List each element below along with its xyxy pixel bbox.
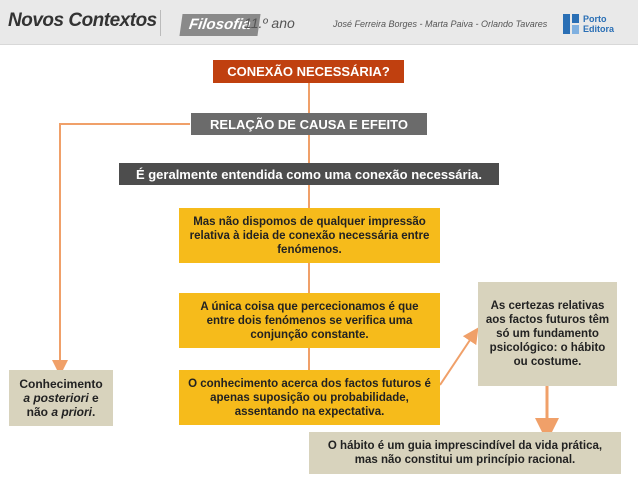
right-diagonal-arrow bbox=[440, 334, 474, 385]
brand-title: Novos Contextos bbox=[8, 10, 157, 31]
right-certainty-box: As certezas relativas aos factos futuros têm só um fundamento psicológico: o hábito ou costume. bbox=[478, 282, 617, 386]
grade-label: 11.º ano bbox=[244, 15, 295, 31]
left-knowledge-box: Conhecimento a posteriori e não a priori. bbox=[9, 370, 113, 426]
bottom-habit-box: O hábito é um guia imprescindível da vida prática, mas não constitui um princípio racional. bbox=[309, 432, 621, 474]
general-statement-box: É geralmente entendida como uma conexão necessária. bbox=[119, 163, 499, 185]
left-branch-arrow bbox=[60, 124, 190, 368]
step2-box: A única coisa que percecionamos é que entre dois fenómenos se verifica uma conjunção constante. bbox=[179, 293, 440, 348]
relation-box: RELAÇÃO DE CAUSA E EFEITO bbox=[191, 113, 427, 135]
step1-box: Mas não dispomos de qualquer impressão relativa à ideia de conexão necessária entre fenómenos. bbox=[179, 208, 440, 263]
authors-line: José Ferreira Borges - Marta Paiva - Orlando Tavares bbox=[333, 19, 548, 29]
step3-box: O conhecimento acerca dos factos futuros é apenas suposição ou probabilidade, assentando na expectativa. bbox=[179, 370, 440, 425]
publisher-name: Porto Editora bbox=[583, 14, 615, 34]
subject-badge: Filosofia bbox=[179, 14, 260, 36]
title-box: CONEXÃO NECESSÁRIA? bbox=[213, 60, 404, 83]
